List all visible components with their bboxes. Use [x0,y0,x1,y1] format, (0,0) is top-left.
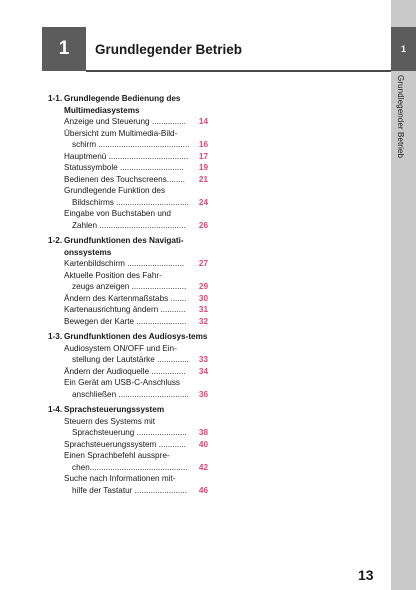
toc-entry[interactable] [64,473,208,496]
toc-entry[interactable] [64,185,208,208]
toc-entry[interactable] [64,316,208,328]
entry-line: chen........................................... [72,462,188,472]
entry-page-number: 36 [198,389,208,399]
side-tab [391,27,416,71]
toc-entry[interactable] [64,128,208,151]
entry-title [64,151,198,163]
entry-title [64,185,198,208]
entry-line: Ändern des Kartenmaßstabs ....... [64,293,187,303]
entry-title [64,162,198,174]
toc-entry[interactable] [64,450,208,473]
entry-title [64,366,198,378]
entry-line: Hauptmenü ................................... [64,151,189,161]
entry-page-number: 14 [198,117,208,126]
entry-page-number: 17 [198,151,208,161]
entry-page-number: 27 [198,259,208,268]
entry-line: Steuern des Systems mit [64,416,156,426]
entry-line: Statussymbole ............................ [64,163,184,172]
toc-section [48,93,208,231]
entry-line: Ein Gerät am USB-C-Anschluss [64,378,181,387]
entry-title [64,208,198,231]
page-number: 13 [358,567,374,583]
toc-entry[interactable] [64,377,208,400]
entry-page-number: 26 [198,220,208,230]
entry-title [64,439,198,451]
entry-page-number: 19 [198,163,208,172]
entry-title [64,473,198,496]
entry-line: Einen Sprachbefehl ausspre- [64,451,170,460]
entry-title [64,450,198,473]
entry-page-number: 40 [198,439,208,449]
toc-entry[interactable] [64,208,208,231]
entry-page-number: 46 [198,485,208,495]
entry-page-number: 32 [198,316,208,326]
chapter-number-box [42,27,86,71]
toc-entry[interactable] [64,366,208,378]
entry-title [64,304,198,316]
toc-entry[interactable] [64,293,208,305]
toc-section [48,331,208,400]
entry-line: Aktuelle Position des Fahr- [64,270,162,280]
toc-entry[interactable] [64,270,208,293]
entry-title [64,116,198,128]
toc-entry[interactable] [64,174,208,186]
entry-title [64,343,198,366]
header-divider [86,70,391,72]
entry-line: Grundlegende Funktion des [64,186,166,195]
entry-page-number: 38 [198,428,208,437]
entry-page-number: 21 [198,174,208,184]
entry-line: Kartenausrichtung ändern ........... [64,305,186,314]
section-number: 1-1. [48,94,63,103]
entry-line: Suche nach Informationen mit- [64,474,176,483]
section-title: Grundlegende Bedienung des Multimediasystems [64,94,181,115]
section-title: Sprachsteuerungssystem [64,405,165,414]
entry-line: Kartenbildschirm ......................... [64,259,185,268]
toc-section [48,404,208,496]
table-of-contents [48,93,208,500]
toc-entry[interactable] [64,343,208,366]
entry-line: Zahlen ...................................... [72,220,186,230]
entry-line: Übersicht zum Multimedia-Bild- [64,128,178,138]
section-heading[interactable] [48,235,208,258]
entry-line: Sprachsteuerungssystem ............ [64,439,186,449]
entry-title [64,377,198,400]
entry-line: Sprachsteuerung ...................... [72,428,187,437]
toc-entry[interactable] [64,439,208,451]
toc-section [48,235,208,327]
section-heading[interactable] [48,331,208,343]
entry-page-number: 16 [198,140,208,149]
toc-entry[interactable] [64,151,208,163]
entry-page-number: 24 [198,197,208,207]
entry-page-number: 34 [198,366,208,376]
entry-line: stellung der Lautstärke .............. [72,355,189,364]
toc-entry[interactable] [64,416,208,439]
chapter-number: 1 [58,38,70,59]
entry-line: Bewegen der Karte ...................... [64,316,187,326]
entry-line: schirm ........................................ [72,140,190,149]
entry-title [64,270,198,293]
side-chapter-label: Grundlegender Betrieb [396,75,405,159]
entry-title [64,128,198,151]
side-tab-number: 1 [400,44,406,54]
entry-title [64,316,198,328]
entry-title [64,258,198,270]
entry-title [64,293,198,305]
toc-entry[interactable] [64,162,208,174]
section-number: 1-3. [48,332,63,341]
chapter-title: Grundlegender Betrieb [95,42,243,57]
entry-title [64,174,198,186]
entry-page-number: 31 [198,305,208,314]
entry-page-number: 33 [198,355,208,364]
entry-line: Ändern der Audioquelle ............... [64,366,186,376]
entry-line: hilfe der Tastatur ....................... [72,485,187,495]
entry-line: Eingabe von Buchstaben und [64,209,171,218]
entry-line: Anzeige und Steuerung ............... [64,117,186,126]
entry-line: zeugs anzeigen ........................ [72,282,187,291]
entry-page-number: 29 [198,282,208,291]
entry-line: Audiosystem ON/OFF und Ein- [64,343,177,353]
section-number: 1-4. [48,405,63,414]
section-heading[interactable] [48,404,208,416]
toc-entry[interactable] [64,116,208,128]
entry-page-number: 42 [198,462,208,472]
toc-entry[interactable] [64,258,208,270]
section-title: Grundfunktionen des Audiosys-tems [64,332,208,341]
toc-entry[interactable] [64,304,208,316]
entry-line: Bedienen des Touchscreens........ [64,174,185,184]
entry-page-number: 30 [198,293,208,303]
entry-line: anschließen ............................... [72,389,189,399]
section-number: 1-2. [48,236,63,245]
entry-title [64,416,198,439]
section-heading[interactable] [48,93,208,116]
entry-line: Bildschirms ................................ [72,197,189,207]
section-title: Grundfunktionen des Navigati-onssystems [64,236,184,257]
